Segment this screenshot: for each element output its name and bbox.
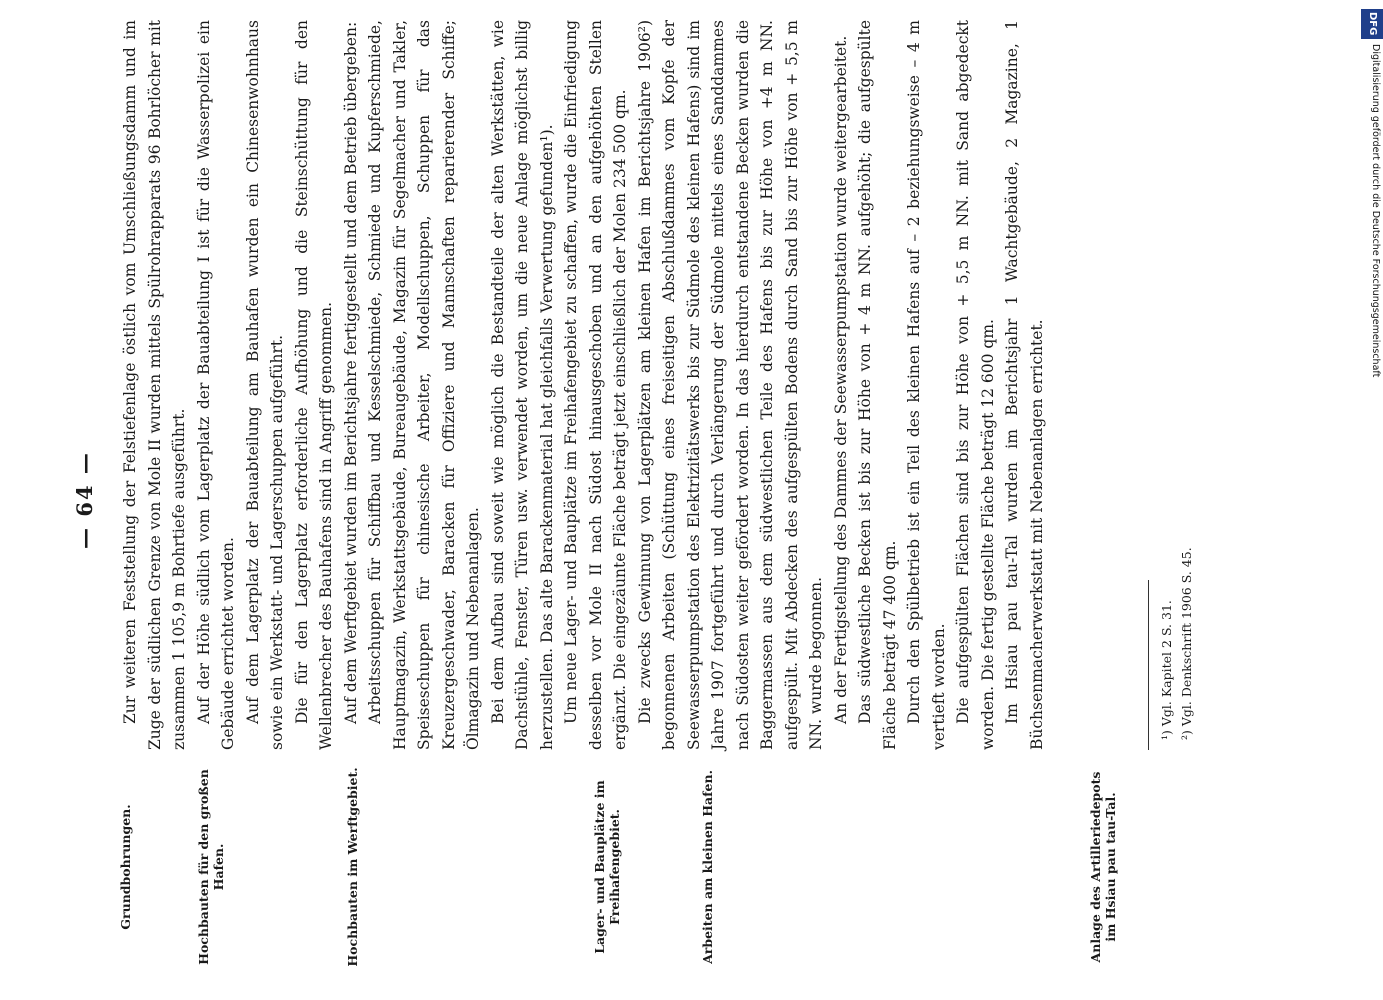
footnote-2: ²) Vgl. Denkschrift 1906 S. 45. xyxy=(1179,547,1194,740)
paragraph: An der Fertigstellung des Dammes der Seewasserpumpstation wurde weitergearbeitet. xyxy=(831,35,850,724)
paragraph: Die aufgespülten Flächen sind bis zur Höhe von + 5,5 m NN. mit Sand abgedeckt worden. Die fertig gestellte Fläche beträgt 12 600 qm. xyxy=(954,20,997,750)
paragraph: Auf dem Werftgebiet wurden im Berichtsjahre fertiggestellt und dem Betrieb übergeben: xyxy=(341,21,360,724)
dfg-logo-icon: DFG xyxy=(1361,9,1383,39)
margin-note-grundbohrungen: Grundbohrungen. xyxy=(118,804,133,930)
digitization-sidebar xyxy=(1361,0,1383,1000)
margin-note-lagerplaetze: Lager- und Bauplätze im Freihafengebiet. xyxy=(592,780,622,954)
paragraph: Zur weiteren Feststellung der Felstiefenlage östlich vom Umschließungsdamm und im Zuge der südlichen Grenze von Mole II wurden mittels Spülrohrapparats 96 Bohrlöcher mit zusammen 1 105,9 m Bohrtiefe ausgeführt. xyxy=(121,20,188,750)
margin-note-kleiner-hafen: Arbeiten am kleinen Hafen. xyxy=(700,770,715,964)
margin-note-artilleriedepot: Anlage des Artilleriedepots im Hsiau pau tau-Tal. xyxy=(1088,771,1118,963)
paragraph: Die für den Lagerplatz erforderliche Aufhöhung und die Steinschüttung für den Wellenbrecher des Bauhafens sind in Angriff genommen. xyxy=(292,20,335,750)
digitization-credit: Digitalisierung gefördert durch die Deutsche Forschungsgemeinschaft xyxy=(1370,44,1381,378)
paragraph: Die zwecks Gewinnung von Lagerplätzen am kleinen Hafen im Berichtsjahre 1906²) begonnenen Arbeiten (Schüttung eines freiseitigen Abschlußdammes vom Kopfe der Seewasserpumpstation des Elektrizitätswerks bis zur Südmole des kleinen Hafens) sind im Jahre 1907 fortgeführt und durch Verlängerung der Südmole mittels eines Sanddammes nach Südosten weiter gefördert worden. In das hierdurch entstandene Becken wurden die Baggermassen aus dem südwestlichen Teile des Hafens bis zur Höhe von +4 m NN. aufgespült. Mit Abdecken des aufgespülten Bodens durch Sand bis zur Höhe von + 5,5 m NN. wurde begonnen. xyxy=(635,20,825,750)
paragraph: Durch den Spülbetrieb ist ein Teil des kleinen Hafens auf – 2 beziehungsweise – 4 m vertieft worden. xyxy=(905,20,948,750)
paragraph: Arbeitsschuppen für Schiffbau und Kesselschmiede, Schmiede und Kupferschmiede, Hauptmagazin, Werkstattsgebäude, Bureaugebäude, Magazin für Segelmacher und Takler, Speiseschuppen für chinesische Arbeiter, Modellschuppen, Schuppen für das Kreuzergeschwader, Baracken für Offiziere und Mannschaften reparierender Schiffe; Ölmagazin und Nebenanlagen. xyxy=(366,20,482,750)
paragraph: Auf der Höhe südlich vom Lagerplatz der Bauabteilung I ist für die Wasserpolizei ein Gebäude errichtet worden. xyxy=(194,20,237,750)
page-number: — 64 — xyxy=(72,451,97,549)
paragraph: Das südwestliche Becken ist bis zur Höhe von + 4 m NN. aufgehöht; die aufgespülte Fläche beträgt 47 400 qm. xyxy=(856,20,899,750)
body-text xyxy=(118,20,1049,750)
paragraph: Im Hsiau pau tau-Tal wurden im Berichtsjahr 1 Wachtgebäude, 2 Magazine, 1 Büchsenmacherwerkstatt mit Nebenanlagen errichtet. xyxy=(1003,20,1046,750)
paragraph: Auf dem Lagerplatz der Bauabteilung am Bauhafen wurden ein Chinesenwohnhaus sowie ein Werkstatt- und Lagerschuppen aufgeführt. xyxy=(243,20,286,750)
paragraph: Um neue Lager- und Bauplätze im Freihafengebiet zu schaffen, wurde die Einfriedigung desselben vor Mole II nach Südost hinausgeschoben und an den aufgehöhten Stellen ergänzt. Die eingezäunte Fläche beträgt jetzt einschließlich der Molen 234 500 qm. xyxy=(562,20,629,750)
paragraph: Bei dem Aufbau sind soweit wie möglich die Bestandteile der alten Werkstätten, wie Dachstühle, Fenster, Türen usw. verwendet worden, um die neue Anlage möglichst billig herzustellen. Das alte Barackenmaterial hat gleichfalls Verwertung gefunden¹). xyxy=(488,20,556,750)
footnote-rule xyxy=(1148,580,1149,750)
margin-note-hochbauten-hafen: Hochbauten für den großen Hafen. xyxy=(196,769,226,965)
margin-note-hochbauten-werft: Hochbauten im Werftgebiet. xyxy=(345,767,360,967)
footnote-1: ¹) Vgl. Kapitel 2 S. 31. xyxy=(1159,600,1174,740)
